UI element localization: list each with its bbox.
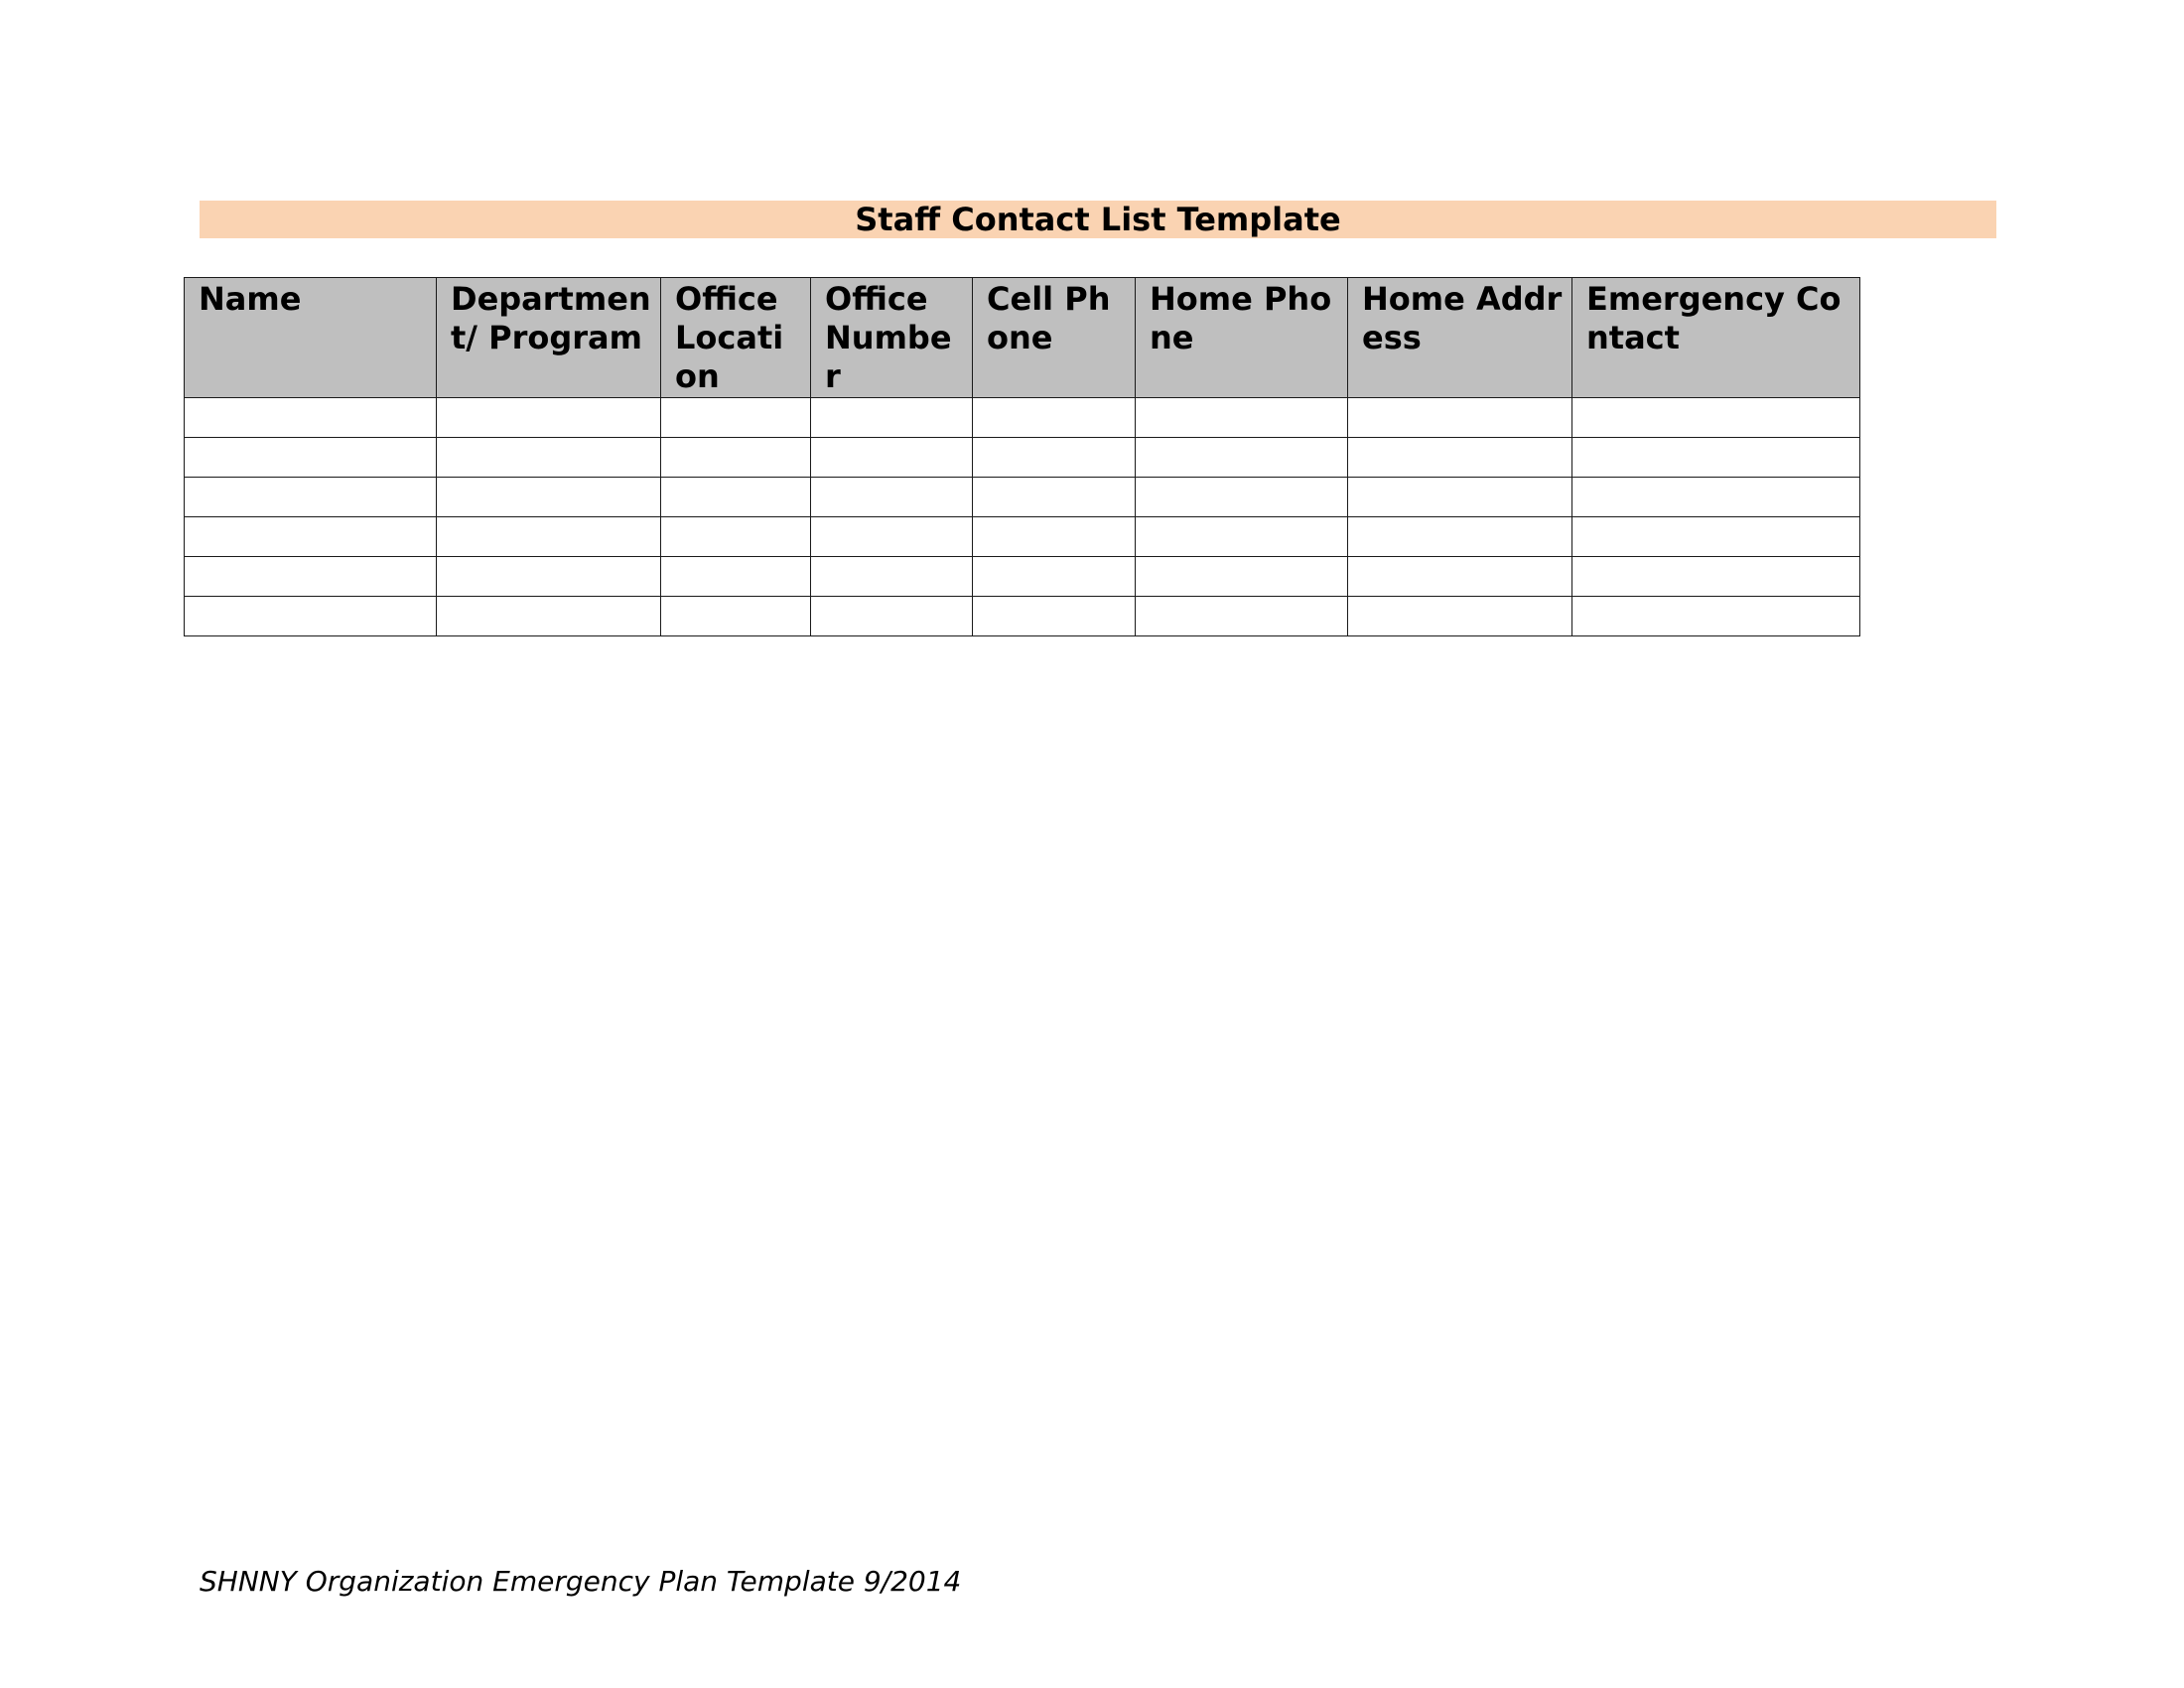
column-header-department-program: Department/ Program	[437, 278, 661, 398]
table-cell[interactable]	[1136, 438, 1348, 478]
table-cell[interactable]	[437, 438, 661, 478]
table-cell[interactable]	[185, 478, 437, 517]
table-cell[interactable]	[1572, 398, 1860, 438]
table-row	[185, 517, 1860, 557]
table-cell[interactable]	[437, 517, 661, 557]
table-cell[interactable]	[1572, 517, 1860, 557]
column-header-emergency-contact: Emergency Contact	[1572, 278, 1860, 398]
table-cell[interactable]	[185, 398, 437, 438]
table-cell[interactable]	[973, 438, 1136, 478]
table-cell[interactable]	[811, 398, 973, 438]
table-cell[interactable]	[1572, 438, 1860, 478]
staff-contact-table	[184, 277, 1860, 636]
table-cell[interactable]	[661, 438, 811, 478]
table-cell[interactable]	[973, 597, 1136, 636]
table-cell[interactable]	[1136, 557, 1348, 597]
document-footer: SHNNY Organization Emergency Plan Template 9/2014	[200, 1565, 962, 1598]
table-cell[interactable]	[811, 478, 973, 517]
table-cell[interactable]	[1136, 597, 1348, 636]
table-cell[interactable]	[1572, 478, 1860, 517]
document-title: Staff Contact List Template	[855, 201, 1341, 238]
table-row	[185, 478, 1860, 517]
table-cell[interactable]	[437, 398, 661, 438]
column-header-office-number: Office Number	[811, 278, 973, 398]
table-row	[185, 557, 1860, 597]
table-cell[interactable]	[661, 478, 811, 517]
table-cell[interactable]	[1348, 597, 1572, 636]
table-cell[interactable]	[811, 438, 973, 478]
table-cell[interactable]	[1136, 517, 1348, 557]
table-cell[interactable]	[1348, 517, 1572, 557]
table-row	[185, 597, 1860, 636]
table-cell[interactable]	[661, 597, 811, 636]
table-cell[interactable]	[661, 517, 811, 557]
title-band	[200, 201, 1996, 238]
table-cell[interactable]	[1572, 557, 1860, 597]
table-cell[interactable]	[973, 517, 1136, 557]
table-cell[interactable]	[811, 597, 973, 636]
table-cell[interactable]	[1136, 398, 1348, 438]
table-cell[interactable]	[811, 557, 973, 597]
column-header-cell-phone: Cell Phone	[973, 278, 1136, 398]
table-cell[interactable]	[185, 557, 437, 597]
table-row	[185, 398, 1860, 438]
table-cell[interactable]	[1136, 478, 1348, 517]
table-cell[interactable]	[437, 597, 661, 636]
table-header-row	[185, 278, 1860, 398]
table-cell[interactable]	[437, 478, 661, 517]
table-cell[interactable]	[1348, 398, 1572, 438]
column-header-office-location: Office Location	[661, 278, 811, 398]
table-cell[interactable]	[661, 398, 811, 438]
table-cell[interactable]	[661, 557, 811, 597]
column-header-home-address: Home Address	[1348, 278, 1572, 398]
table-cell[interactable]	[185, 597, 437, 636]
table-cell[interactable]	[973, 398, 1136, 438]
table-cell[interactable]	[973, 478, 1136, 517]
table-cell[interactable]	[1572, 597, 1860, 636]
table-cell[interactable]	[1348, 438, 1572, 478]
table-row	[185, 438, 1860, 478]
column-header-name: Name	[185, 278, 437, 398]
table-cell[interactable]	[185, 517, 437, 557]
table-cell[interactable]	[1348, 557, 1572, 597]
table-cell[interactable]	[1348, 478, 1572, 517]
table-cell[interactable]	[973, 557, 1136, 597]
table-cell[interactable]	[811, 517, 973, 557]
table-cell[interactable]	[185, 438, 437, 478]
column-header-home-phone: Home Phone	[1136, 278, 1348, 398]
table-cell[interactable]	[437, 557, 661, 597]
